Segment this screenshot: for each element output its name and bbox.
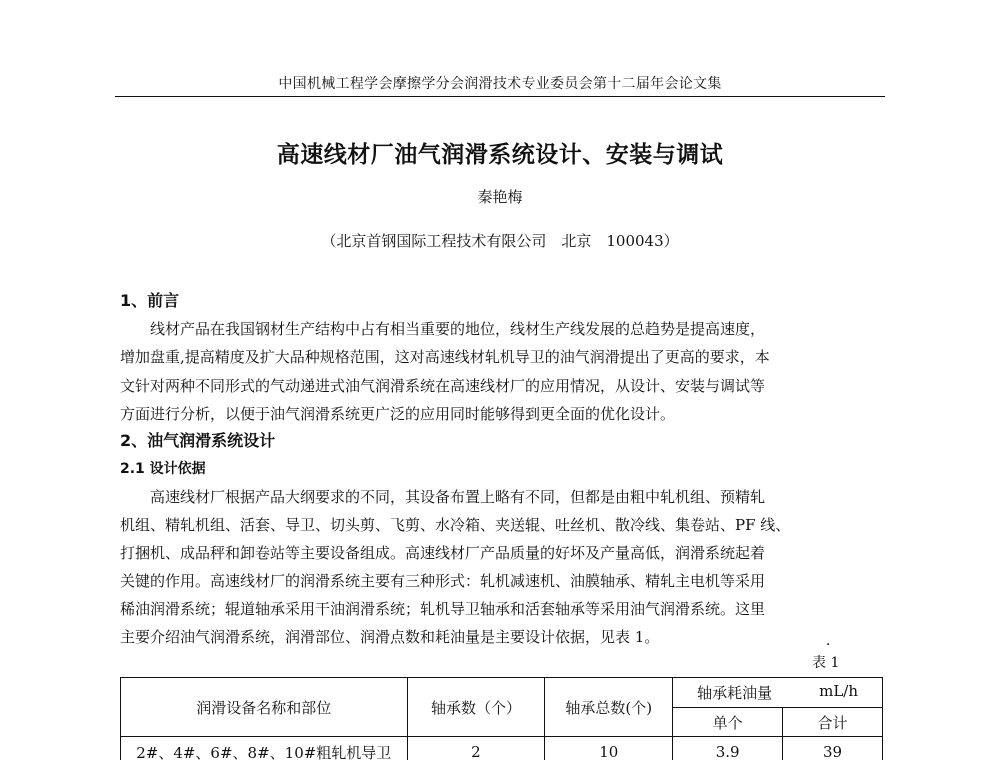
header-rule	[115, 96, 885, 97]
paragraph-line: 增加盘重,提高精度及扩大品种规格范围，这对高速线材轧机导卫的油气润滑提出了更高的要求，本	[120, 348, 770, 366]
affiliation-text: （北京首钢国际工程技术有限公司 北京 100043）	[321, 232, 679, 250]
table-header-row	[121, 678, 883, 708]
paragraph-line: 线材产品在我国钢材生产结构中占有相当重要的地位，线材生产线发展的总趋势是提高速度，	[150, 320, 766, 338]
section-heading-intro: 1、前言	[120, 291, 180, 310]
lubrication-table	[120, 677, 883, 760]
header-total: 合计	[783, 708, 883, 737]
table-caption: 表 1	[812, 655, 840, 671]
header-single: 单个	[673, 708, 783, 737]
cell-equipment: 2#、4#、6#、8#、10#粗轧机导卫	[121, 737, 408, 760]
paragraph-line: 高速线材厂根据产品大纲要求的不同，其设备布置上略有不同，但都是由粗中轧机组、预精轧	[150, 488, 766, 506]
paper-author: 秦艳梅	[477, 188, 523, 206]
paper-affiliation	[0, 230, 1000, 251]
consumption-header-content	[673, 682, 882, 703]
header-consumption	[673, 678, 883, 708]
subsection-heading-basis: 2.1 设计依据	[120, 461, 206, 477]
running-header: 中国机械工程学会摩擦学分会润滑技术专业委员会第十二届年会论文集	[278, 76, 722, 92]
paragraph-line: 主要介绍油气润滑系统，润滑部位、润滑点数和耗油量是主要设计依据，见表 1。	[120, 628, 660, 646]
table-row	[121, 737, 883, 760]
cell-total: 39	[783, 737, 883, 760]
header-bearing-total: 轴承总数(个)	[545, 678, 673, 737]
paragraph-line: 打捆机、成品秤和卸卷站等主要设备组成。高速线材厂产品质量的好坏及产量高低，润滑系统起着	[120, 544, 766, 562]
header-bearing-count: 轴承数（个）	[407, 678, 545, 737]
paragraph-line: 文针对两种不同形式的气动递进式油气润滑系统在高速线材厂的应用情况，从设计、安装与调试等	[120, 377, 766, 395]
stray-mark: ．	[826, 633, 840, 649]
paragraph-line: 稀油润滑系统；辊道轴承采用干油润滑系统；轧机导卫轴承和活套轴承等采用油气润滑系统。这里	[120, 600, 766, 618]
paragraph-line: 关键的作用。高速线材厂的润滑系统主要有三种形式：轧机减速机、油膜轴承、精轧主电机等采用	[120, 572, 766, 590]
consumption-label: 轴承耗油量	[697, 684, 773, 702]
section-heading-design: 2、油气润滑系统设计	[120, 431, 276, 450]
consumption-unit: mL/h	[819, 682, 858, 700]
paragraph-line: 机组、精轧机组、活套、导卫、切头剪、飞剪、水冷箱、夹送辊、吐丝机、散冷线、集卷站、PF 线、	[120, 516, 791, 534]
cell-bearing-total: 10	[545, 737, 673, 760]
cell-bearing-count: 2	[407, 737, 545, 760]
header-equipment: 润滑设备名称和部位	[121, 678, 408, 737]
cell-single: 3.9	[673, 737, 783, 760]
paper-title: 高速线材厂油气润滑系统设计、安装与调试	[276, 142, 724, 168]
paragraph-line: 方面进行分析，以便于油气润滑系统更广泛的应用同时能够得到更全面的优化设计。	[120, 405, 676, 423]
